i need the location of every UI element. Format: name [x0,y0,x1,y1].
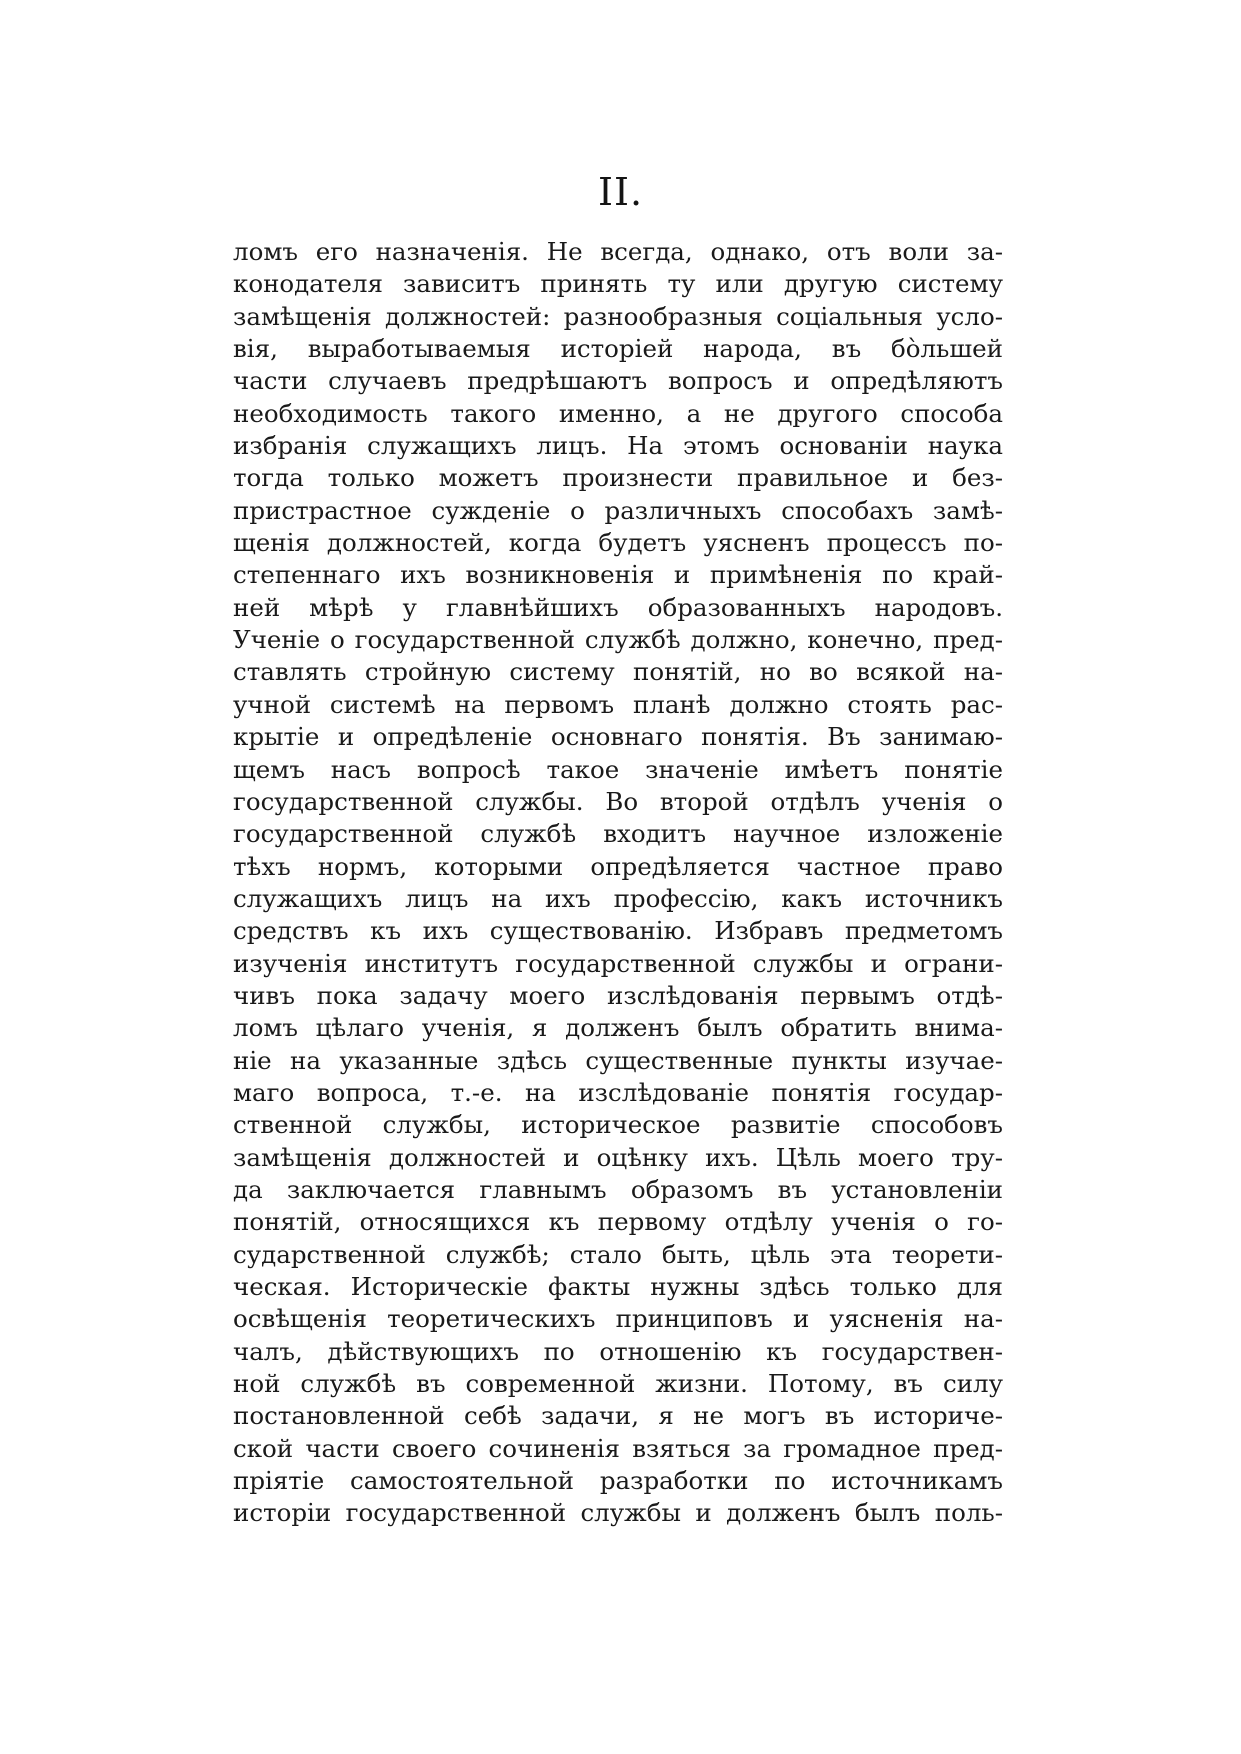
text-line: избранія служащихъ лицъ. На этомъ основаніи наука [233,431,1003,461]
text-line: средствъ къ ихъ существованію. Избравъ предметомъ [233,916,1003,946]
text-line: ственной службы, историческое развитіе способовъ [233,1110,1003,1140]
text-line: служащихъ лицъ на ихъ профессію, какъ источникъ [233,883,1003,913]
text-line: постановленной себѣ задачи, я не могъ въ историче- [233,1401,1003,1431]
text-line: государственной службы. Во второй отдѣлъ ученія о [233,786,1003,816]
text-line: понятій, относящихся къ первому отдѣлу ученія о го- [233,1207,1003,1237]
text-line: исторіи государственной службы и долженъ былъ поль- [233,1498,1003,1528]
text-line: чивъ пока задачу моего изслѣдованія первымъ отдѣ- [233,980,1003,1010]
text-line: пріятіе самостоятельной разработки по источникамъ [233,1466,1003,1496]
text-line: пристрастное сужденіе о различныхъ способахъ замѣ- [233,495,1003,525]
text-line: маго вопроса, т.-е. на изслѣдованіе понятія государ- [233,1077,1003,1107]
text-line: Ученіе о государственной службѣ должно, конечно, пред- [233,625,1003,655]
text-line: щенія должностей, когда будетъ уясненъ процессъ по- [233,528,1003,558]
text-line: чалъ, дѣйствующихъ по отношенію къ государствен- [233,1336,1003,1366]
text-line: части случаевъ предрѣшаютъ вопросъ и опредѣляютъ [233,366,1003,396]
text-line: ной службѣ въ современной жизни. Потому, въ силу [233,1369,1003,1399]
text-line: замѣщенія должностей: разнообразныя соціальныя усло- [233,301,1003,331]
text-line: ставлять стройную систему понятій, но во всякой на- [233,657,1003,687]
text-line: замѣщенія должностей и оцѣнку ихъ. Цѣль моего тру- [233,1142,1003,1172]
text-line: сударственной службѣ; стало быть, цѣль эта теорети- [233,1239,1003,1269]
text-line: ломъ цѣлаго ученія, я долженъ былъ обратить внима- [233,1013,1003,1043]
text-line: ломъ его назначенія. Не всегда, однако, отъ воли за- [233,237,1003,266]
text-line: государственной службѣ входитъ научное изложеніе [233,819,1003,849]
text-line: ской части своего сочиненія взяться за громадное пред- [233,1433,1003,1463]
text-line: изученія институтъ государственной службы и ограни- [233,948,1003,978]
text-line: необходимость такого именно, а не другого способа [233,398,1003,428]
page-number: II. [597,170,644,214]
text-line: учной системѣ на первомъ планѣ должно стоять рас- [233,689,1003,719]
text-line: крытіе и опредѣленіе основнаго понятія. Въ занимаю- [233,722,1003,752]
text-line: освѣщенія теоретическихъ принциповъ и уясненія на- [233,1304,1003,1334]
text-line: вія, выработываемыя исторіей народа, въ бо̀льшей [233,334,1003,364]
text-line: тогда только можетъ произнести правильное и без- [233,463,1003,493]
text-line: щемъ насъ вопросѣ такое значеніе имѣетъ понятіе [233,754,1003,784]
body-text [233,236,1003,1530]
text-line: конодателя зависитъ принять ту или другую систему [233,269,1003,299]
text-line: ніе на указанные здѣсь существенные пункты изучае- [233,1045,1003,1075]
text-line: тѣхъ нормъ, которыми опредѣляется частное право [233,851,1003,881]
text-line: да заключается главнымъ образомъ въ установленіи [233,1174,1003,1204]
text-line: степеннаго ихъ возникновенія и примѣненія по край- [233,560,1003,590]
text-line: ней мѣрѣ у главнѣйшихъ образованныхъ народовъ. [233,592,1003,622]
text-line: ческая. Историческіе факты нужны здѣсь только для [233,1272,1003,1301]
